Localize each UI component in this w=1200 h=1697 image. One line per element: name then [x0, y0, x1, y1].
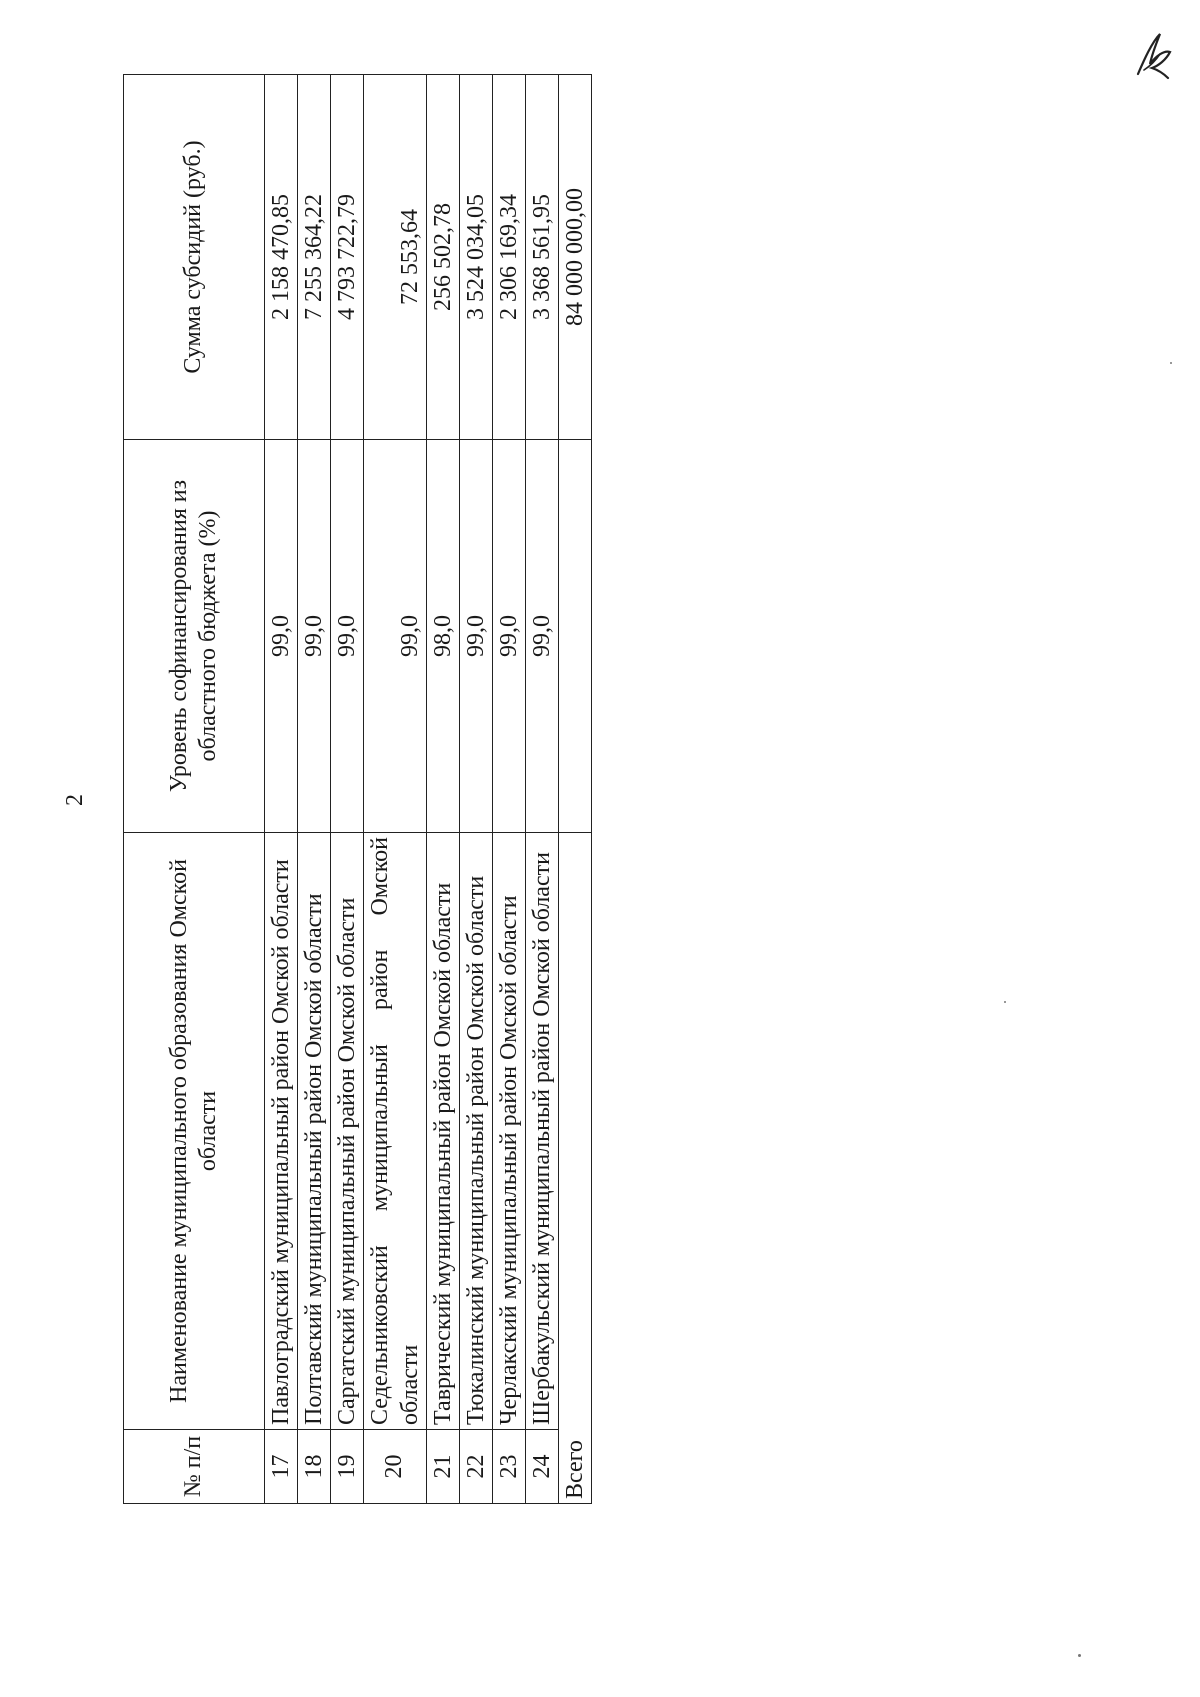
- row-num: 18: [298, 1430, 331, 1504]
- scan-speck: [1078, 1654, 1081, 1657]
- row-level: 99,0: [364, 440, 427, 833]
- total-sum: 84 000 000,00: [559, 75, 592, 440]
- row-level: 99,0: [460, 440, 493, 833]
- scan-speck: [1004, 1001, 1006, 1003]
- row-num: 23: [493, 1430, 526, 1504]
- row-name: Полтавский муниципальный район Омской области: [298, 833, 331, 1430]
- header-sum: Сумма субсидий (руб.): [124, 75, 265, 440]
- row-name: Шербакульский муниципальный район Омской области: [526, 833, 559, 1430]
- table-row: [526, 75, 559, 1504]
- row-level: 99,0: [526, 440, 559, 833]
- row-level: 98,0: [427, 440, 460, 833]
- row-sum: 7 255 364,22: [298, 75, 331, 440]
- row-level: 99,0: [298, 440, 331, 833]
- subsidies-table: [123, 74, 592, 1504]
- row-num: 17: [265, 1430, 298, 1504]
- table-row: [493, 75, 526, 1504]
- table-row: [265, 75, 298, 1504]
- table-row: [427, 75, 460, 1504]
- row-name: Таврический муниципальный район Омской области: [427, 833, 460, 1430]
- header-level: Уровень софинансирования из областного бюджета (%): [124, 440, 265, 833]
- total-level-empty: [559, 440, 592, 833]
- handwritten-initials: [1130, 30, 1174, 80]
- row-level: 99,0: [331, 440, 364, 833]
- row-sum: 2 158 470,85: [265, 75, 298, 440]
- row-level: 99,0: [265, 440, 298, 833]
- row-name: Тюкалинский муниципальный район Омской области: [460, 833, 493, 1430]
- row-level: 99,0: [493, 440, 526, 833]
- row-sum: 4 793 722,79: [331, 75, 364, 440]
- row-sum: 256 502,78: [427, 75, 460, 440]
- table-row: [298, 75, 331, 1504]
- total-label: Всего: [559, 833, 592, 1504]
- row-sum: 3 524 034,05: [460, 75, 493, 440]
- row-num: 24: [526, 1430, 559, 1504]
- rotated-table-container: [123, 111, 588, 1504]
- row-sum: 2 306 169,34: [493, 75, 526, 440]
- row-num: 22: [460, 1430, 493, 1504]
- table-row: [460, 75, 493, 1504]
- row-num: 21: [427, 1430, 460, 1504]
- row-num: 19: [331, 1430, 364, 1504]
- row-name: Павлоградский муниципальный район Омской области: [265, 833, 298, 1430]
- row-sum: 3 368 561,95: [526, 75, 559, 440]
- page-number: 2: [62, 794, 88, 806]
- table-row: [364, 75, 427, 1504]
- header-name: Наименование муниципального образования Омской области: [124, 833, 265, 1430]
- scan-speck: [1170, 362, 1172, 364]
- row-num: 20: [364, 1430, 427, 1504]
- row-name: Саргатский муниципальный район Омской области: [331, 833, 364, 1430]
- header-num: № п/п: [124, 1430, 265, 1504]
- table-row: [331, 75, 364, 1504]
- row-sum: 72 553,64: [364, 75, 427, 440]
- table-total-row: [559, 75, 592, 1504]
- row-name: Черлакский муниципальный район Омской области: [493, 833, 526, 1430]
- row-name: Седельниковский муниципальный район Омской области: [364, 833, 427, 1430]
- table-header-row: [124, 75, 265, 1504]
